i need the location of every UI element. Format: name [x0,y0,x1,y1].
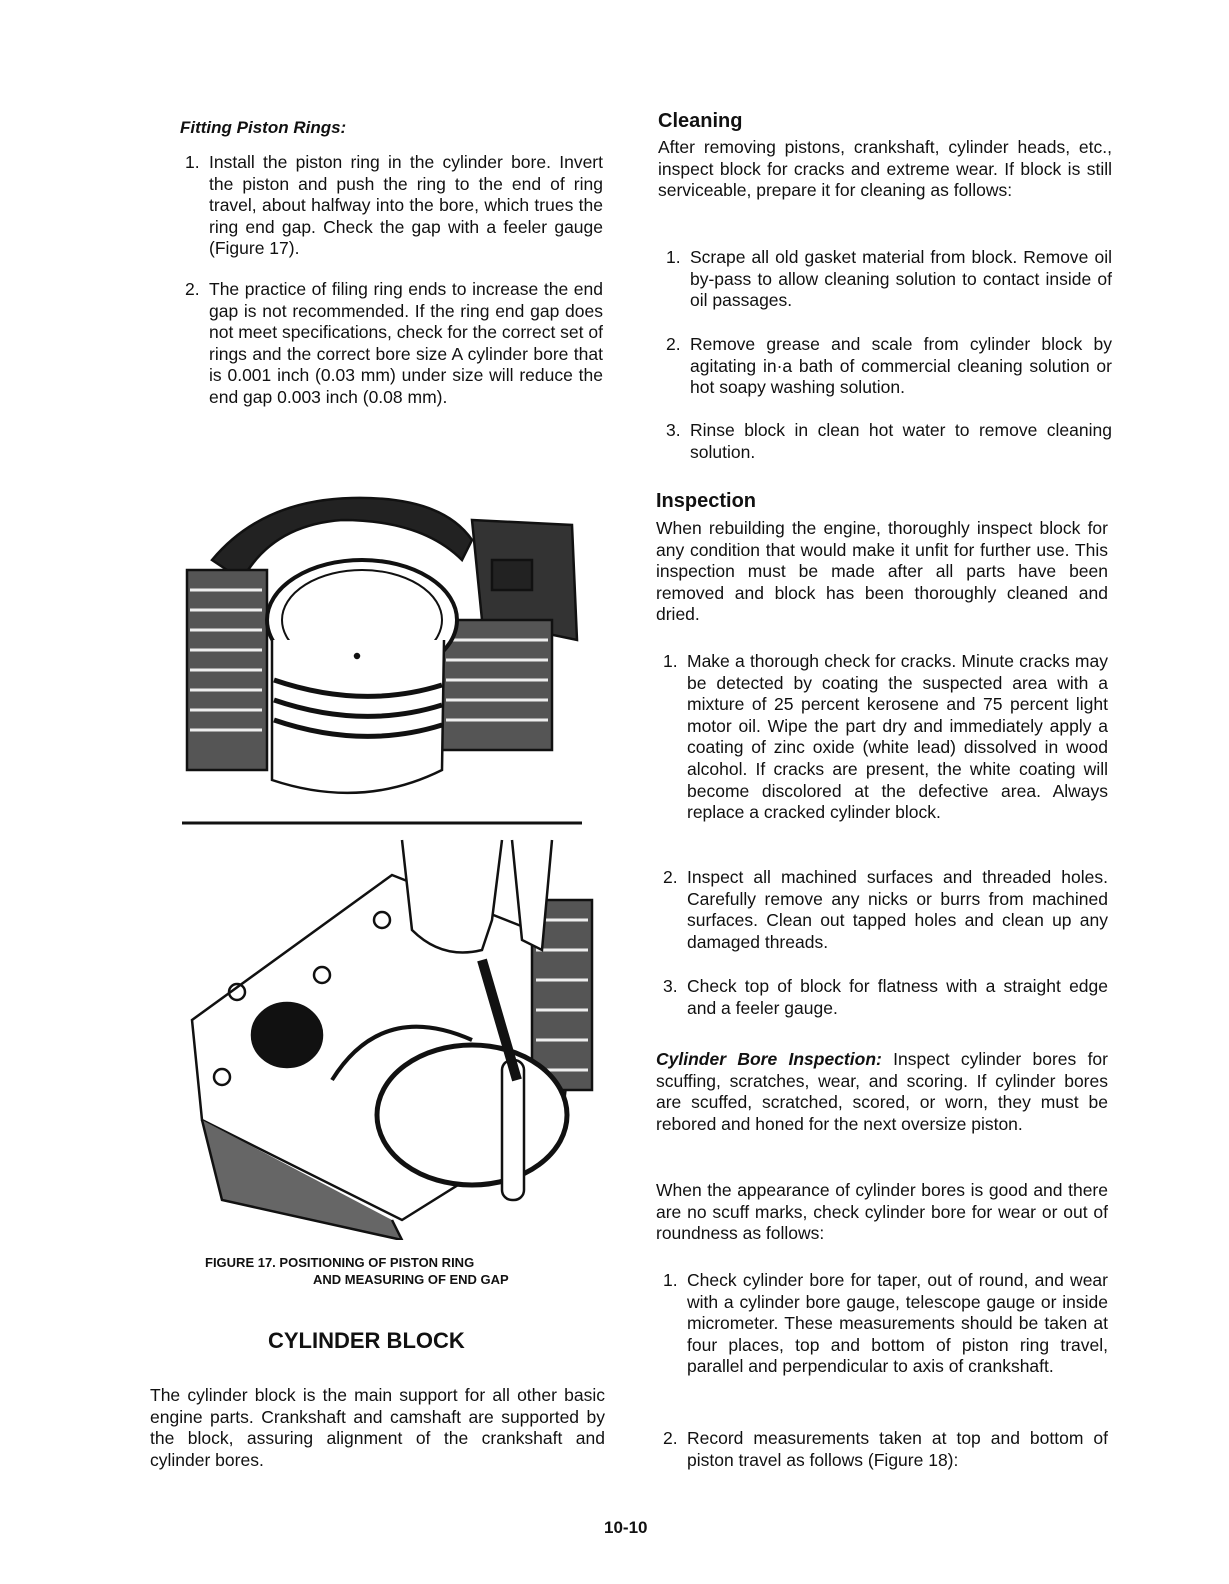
list-item [663,976,1108,1019]
list-item [663,867,1108,953]
list-number: 1. [185,152,200,172]
cylinder-bore-inspection-heading: Cylinder Bore Inspection: [656,1049,882,1069]
page-number: 10-10 [604,1518,648,1537]
list-number: 2. [663,867,678,887]
section-title-cylinder-block: CYLINDER BLOCK [268,1328,465,1353]
cylinder-block-paragraph: The cylinder block is the main support for all other basic engine parts. Crankshaft and camshaft are supported by the block, assuring alignment of the crankshaft and cylinder bores. [150,1385,605,1470]
list-item [185,279,603,409]
inspection-heading: Inspection [656,490,757,512]
list-number: 1. [666,247,681,267]
fitting-piston-rings-heading: Fitting Piston Rings: [180,118,347,137]
figure-17-illustration [182,480,602,1245]
list-number: 3. [663,976,678,996]
cleaning-heading: Cleaning [658,110,743,132]
list-text: Check cylinder bore for taper, out of round, and wear with a cylinder bore gauge, telescope gauge or inside micrometer. These measurements should be taken at four places, top and bottom of piston ring travel, parallel and perpendicular to axis of crankshaft. [687,1270,1108,1377]
piston-ring-drawing [182,480,602,1240]
list-item [666,420,1112,463]
cylinder-bore-inspection-text: Inspect cylinder bores for scuffing, scratches, wear, and scoring. If cylinder bores are scuffed, scratched, scored, or worn, they must be rebored and honed for the next oversize piston. [656,1049,1108,1134]
appearance-paragraph: When the appearance of cylinder bores is good and there are no scuff marks, check cylinder bore for wear or out of roundness as follows: [656,1180,1108,1244]
cleaning-paragraph: After removing pistons, crankshaft, cylinder heads, etc., inspect block for cracks and extreme wear. If block is still serviceable, prepare it for cleaning as follows: [658,137,1112,201]
list-number: 1. [663,651,678,671]
figure-caption-line-1: FIGURE 17. POSITIONING OF PISTON RING [205,1255,475,1270]
list-item [663,651,1108,824]
list-text: Record measurements taken at top and bottom of piston travel as follows (Figure 18): [687,1428,1108,1470]
list-text: Install the piston ring in the cylinder bore. Invert the piston and push the ring to the end of ring travel, about halfway into the bore, which trues the ring end gap. Check the gap with a feeler gauge (Figure 17). [209,152,603,259]
list-item [185,152,603,260]
list-text: The practice of filing ring ends to increase the end gap is not recommended. If the ring end gap does not meet specifications, check for the correct set of rings and the correct bore size A cylinder bore that is 0.001 inch (0.03 mm) under size will reduce the end gap 0.003 inch (0.08 mm). [209,279,603,407]
list-number: 1. [663,1270,678,1290]
inspection-paragraph: When rebuilding the engine, thoroughly inspect block for any condition that would make it unfit for further use. This inspection must be made after all parts have been removed and block has been thoroughly cleaned and dried. [656,518,1108,625]
list-text: Rinse block in clean hot water to remove cleaning solution. [690,420,1112,462]
figure-caption-line-2: AND MEASURING OF END GAP [313,1272,509,1287]
list-item [663,1428,1108,1471]
list-text: Check top of block for flatness with a straight edge and a feeler gauge. [687,976,1108,1018]
list-number: 3. [666,420,681,440]
list-number: 2. [185,279,200,299]
list-item [663,1270,1108,1378]
list-number: 2. [666,334,681,354]
figure-caption [205,1254,545,1288]
list-item [666,334,1112,399]
list-text: Remove grease and scale from cylinder block by agitating in·a bath of commercial cleaning solution or hot soapy washing solution. [690,334,1112,398]
cylinder-bore-inspection-paragraph [656,1049,1108,1135]
list-text: Make a thorough check for cracks. Minute cracks may be detected by coating the suspected area with a mixture of 25 percent kerosene and 75 percent light motor oil. Wipe the part dry and immediately apply a coating of zinc oxide (white lead) dissolved in wood alcohol. If cracks are present, the white coating will become discolored at the defective area. Always replace a cracked cylinder block. [687,651,1108,823]
list-text: Scrape all old gasket material from block. Remove oil by-pass to allow cleaning solution to contact inside of oil passages. [690,247,1112,311]
list-text: Inspect all machined surfaces and threaded holes. Carefully remove any nicks or burrs from machined surfaces. Clean out tapped holes and clean up any damaged threads. [687,867,1108,952]
list-number: 2. [663,1428,678,1448]
list-item [666,247,1112,312]
